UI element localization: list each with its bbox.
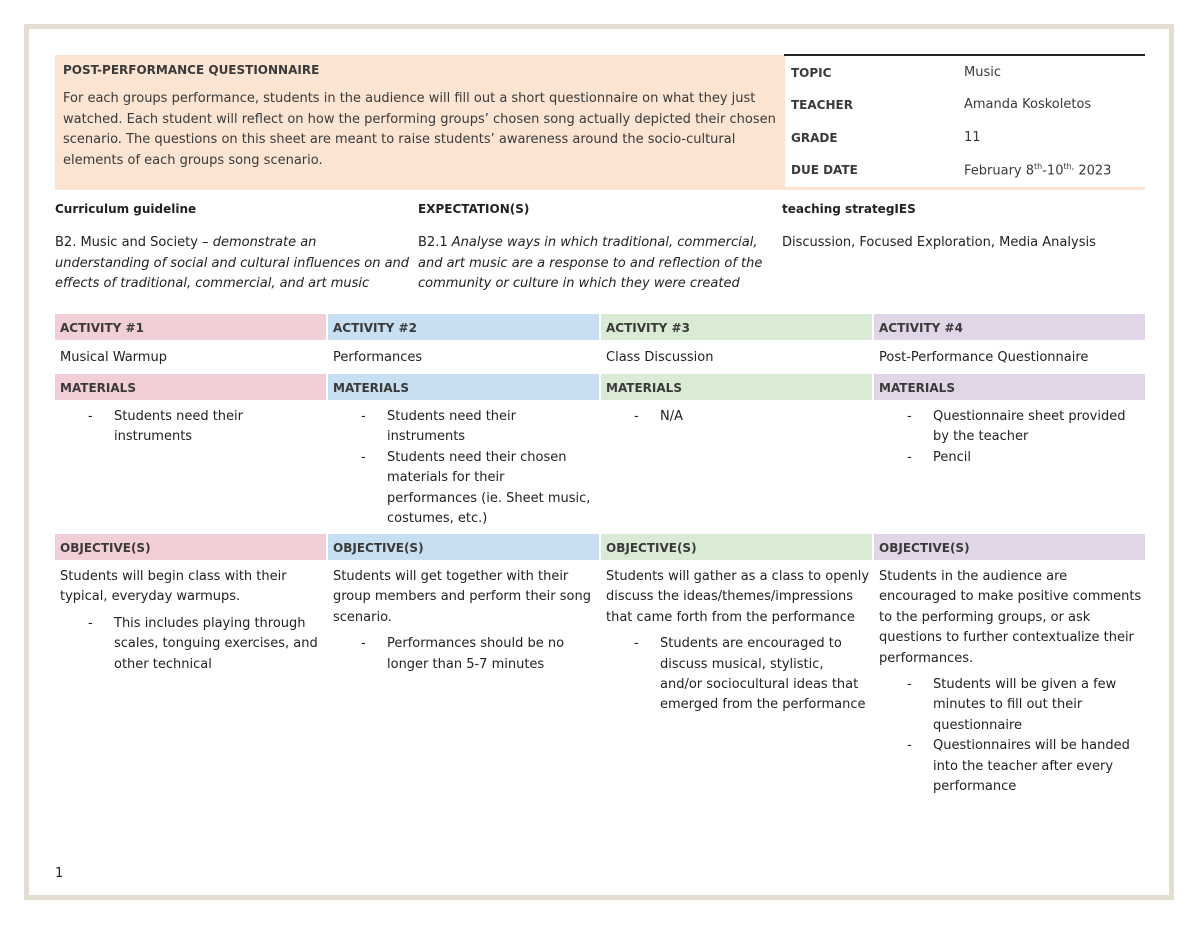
activity-1-objective-heading: OBJECTIVE(S) (60, 541, 151, 555)
bullet-dash: - (907, 677, 912, 693)
bullet-dash: - (907, 738, 912, 754)
activity-2-label-heading: ACTIVITY #2 (333, 321, 417, 335)
objective-bullets (606, 634, 869, 716)
bullet-dash: - (88, 615, 93, 631)
objective-bullet-text: Students will be given a few minutes to fill out their questionnaire (933, 677, 1117, 733)
bullet-dash: - (907, 449, 912, 465)
activity-1-label-heading: ACTIVITY #1 (60, 321, 144, 335)
activity-1-materials-heading: MATERIALS (60, 381, 136, 395)
objective-bullet-item (879, 736, 1142, 797)
objective-bullets (879, 675, 1142, 797)
objective-bullet-text: Performances should be no longer than 5-7 minutes (387, 636, 565, 672)
bullet-dash: - (361, 409, 366, 424)
expectation-text: B2.1 Analyse ways in which traditional, commercial, and art music are a response to and reflection of the community or culture in which they were created (418, 235, 763, 291)
activity-2-materials-heading: MATERIALS (333, 381, 409, 395)
activity-4-label-heading: ACTIVITY #4 (879, 321, 963, 335)
activity-2-objective-heading: OBJECTIVE(S) (333, 541, 424, 555)
questionnaire-description: For each groups performance, students in the audience will fill out a short questionnaire on what they just watched. Each student will reflect on how the performing groups’ chosen song actually depicted their chosen scenario. The questions on this sheet are meant to raise students’ awareness around the socio-cultural elements of each groups song scenario. (63, 91, 776, 168)
material-item-text: Students need their chosen materials for their performances (ie. Sheet music, costumes, etc.) (387, 449, 591, 527)
objective-bullet-text: Questionnaires will be handed into the teacher after every performance (933, 738, 1130, 795)
activity-3-materials-heading: MATERIALS (606, 381, 682, 395)
teaching-strategies-text: Discussion, Focused Exploration, Media Analysis (782, 235, 1096, 250)
curriculum-guideline-heading: Curriculum guideline (55, 202, 197, 216)
info-table-bottom-border (784, 187, 1145, 190)
activity-4-objective (879, 567, 1142, 797)
activity-1-objective (60, 567, 323, 675)
material-item-text: Students need their instruments (114, 409, 243, 445)
material-item (879, 448, 1142, 468)
material-item (333, 407, 596, 448)
teacher-value: Amanda Koskoletos (964, 97, 1092, 112)
topic-label: TOPIC (791, 66, 832, 80)
teaching-strategies-heading: teaching strategIES (782, 202, 916, 216)
bullet-dash: - (88, 409, 93, 424)
activity-2-objective (333, 567, 596, 675)
activity-3-objective (606, 567, 869, 716)
objective-bullets (333, 634, 596, 675)
bullet-dash: - (634, 636, 639, 652)
objective-bullet-item (60, 614, 323, 675)
objective-text: Students will get together with their group members and perform their song scenario. (333, 569, 591, 625)
activity-4-materials-list (879, 407, 1142, 468)
due-date-value: February $8th-10^{th,}$ 2023 (964, 162, 1112, 179)
objective-text: Students will begin class with their typical, everyday warmups. (60, 569, 287, 605)
activity-3-objective-heading: OBJECTIVE(S) (606, 541, 697, 555)
bullet-dash: - (634, 409, 639, 424)
expectations-heading: EXPECTATION(S) (418, 202, 530, 216)
objective-bullet-text: Students are encouraged to discuss musical, stylistic, and/or sociocultural ideas that emerged from the performance (660, 636, 866, 713)
curriculum-guideline-text: B2. Music and Society – demonstrate an understanding of social and cultural influences on and effects of traditional, commercial, and art music (55, 235, 410, 291)
activity-2-materials-list (333, 407, 596, 529)
activity-3-materials-list (606, 407, 869, 427)
activity-4-name: Post-Performance Questionnaire (879, 350, 1089, 365)
objective-bullet-item (606, 634, 869, 716)
topic-value: Music (964, 65, 1001, 80)
activity-4-materials-heading: MATERIALS (879, 381, 955, 395)
bullet-dash: - (907, 409, 912, 424)
teacher-label: TEACHER (791, 98, 853, 112)
due-date-label: DUE DATE (791, 163, 858, 177)
activity-1-materials-list (60, 407, 323, 448)
page-number: 1 (55, 866, 64, 881)
objective-bullet-text: This includes playing through scales, tonguing exercises, and other technical (114, 615, 318, 672)
objective-bullet-item (879, 675, 1142, 736)
grade-value: 11 (964, 130, 981, 145)
activity-3-name: Class Discussion (606, 350, 714, 365)
material-item-text: Students need their instruments (387, 409, 516, 445)
material-item (333, 448, 596, 530)
material-item-text: N/A (660, 409, 683, 424)
bullet-dash: - (361, 636, 366, 652)
objective-text: Students in the audience are encouraged to make positive comments to the performing groups, or ask questions to further contextualize their performances. (879, 569, 1142, 666)
material-item-text: Questionnaire sheet provided by the teacher (933, 409, 1126, 445)
objective-bullets (60, 614, 323, 675)
info-table-top-border (784, 54, 1145, 56)
activity-2-name: Performances (333, 350, 423, 365)
material-item (606, 407, 869, 427)
grade-label: GRADE (791, 131, 838, 145)
material-item-text: Pencil (933, 449, 971, 465)
activity-3-label-heading: ACTIVITY #3 (606, 321, 690, 335)
activity-4-objective-heading: OBJECTIVE(S) (879, 541, 970, 555)
material-item (60, 407, 323, 448)
material-item (879, 407, 1142, 448)
questionnaire-title: POST-PERFORMANCE QUESTIONNAIRE (63, 63, 320, 77)
bullet-dash: - (361, 449, 366, 465)
objective-text: Students will gather as a class to openly discuss the ideas/themes/impressions that came forth from the performance (606, 569, 870, 625)
activity-1-name: Musical Warmup (60, 350, 167, 365)
objective-bullet-item (333, 634, 596, 675)
